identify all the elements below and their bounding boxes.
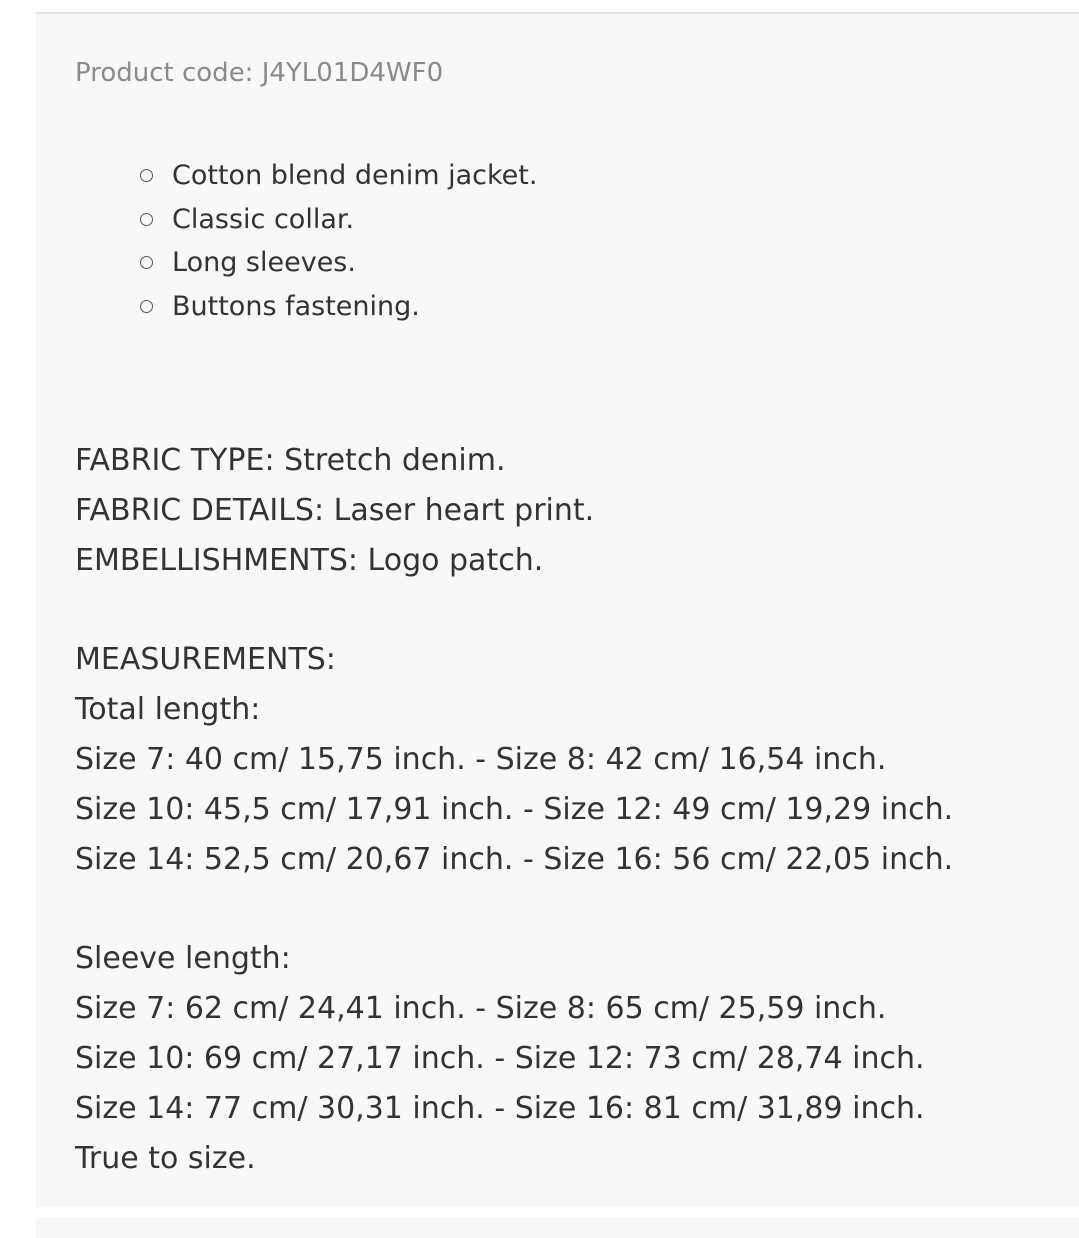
list-item: Long sleeves.: [140, 241, 537, 285]
product-description-panel: [36, 14, 1079, 1207]
total-length-label: Total length:: [75, 692, 261, 727]
feature-list: [140, 154, 537, 328]
sleeve-length-info: [75, 934, 925, 1184]
circle-bullet-icon: [140, 300, 153, 313]
product-code: Product code: J4YL01D4WF0: [75, 58, 444, 88]
fit-note: True to size.: [75, 1141, 256, 1176]
circle-bullet-icon: [140, 169, 153, 182]
sleeve-length-row: Size 7: 62 cm/ 24,41 inch. - Size 8: 65 cm/ 25,59 inch.: [75, 991, 887, 1026]
embellishments: EMBELLISHMENTS: Logo patch.: [75, 543, 544, 578]
total-length-row: Size 10: 45,5 cm/ 17,91 inch. - Size 12: 49 cm/ 19,29 inch.: [75, 792, 954, 827]
fabric-type: FABRIC TYPE: Stretch denim.: [75, 443, 506, 478]
sleeve-length-label: Sleeve length:: [75, 941, 291, 976]
next-section-panel: [36, 1218, 1079, 1238]
circle-bullet-icon: [140, 256, 153, 269]
sleeve-length-row: Size 10: 69 cm/ 27,17 inch. - Size 12: 73 cm/ 28,74 inch.: [75, 1041, 925, 1076]
list-item: Classic collar.: [140, 198, 537, 242]
fabric-info: [75, 436, 594, 586]
list-item: Buttons fastening.: [140, 285, 537, 329]
circle-bullet-icon: [140, 213, 153, 226]
total-length-info: [75, 635, 953, 885]
measurements-heading: MEASUREMENTS:: [75, 642, 336, 677]
fabric-details: FABRIC DETAILS: Laser heart print.: [75, 493, 595, 528]
total-length-row: Size 14: 52,5 cm/ 20,67 inch. - Size 16: 56 cm/ 22,05 inch.: [75, 842, 954, 877]
list-item: Cotton blend denim jacket.: [140, 154, 537, 198]
total-length-row: Size 7: 40 cm/ 15,75 inch. - Size 8: 42 cm/ 16,54 inch.: [75, 742, 887, 777]
sleeve-length-row: Size 14: 77 cm/ 30,31 inch. - Size 16: 81 cm/ 31,89 inch.: [75, 1091, 925, 1126]
